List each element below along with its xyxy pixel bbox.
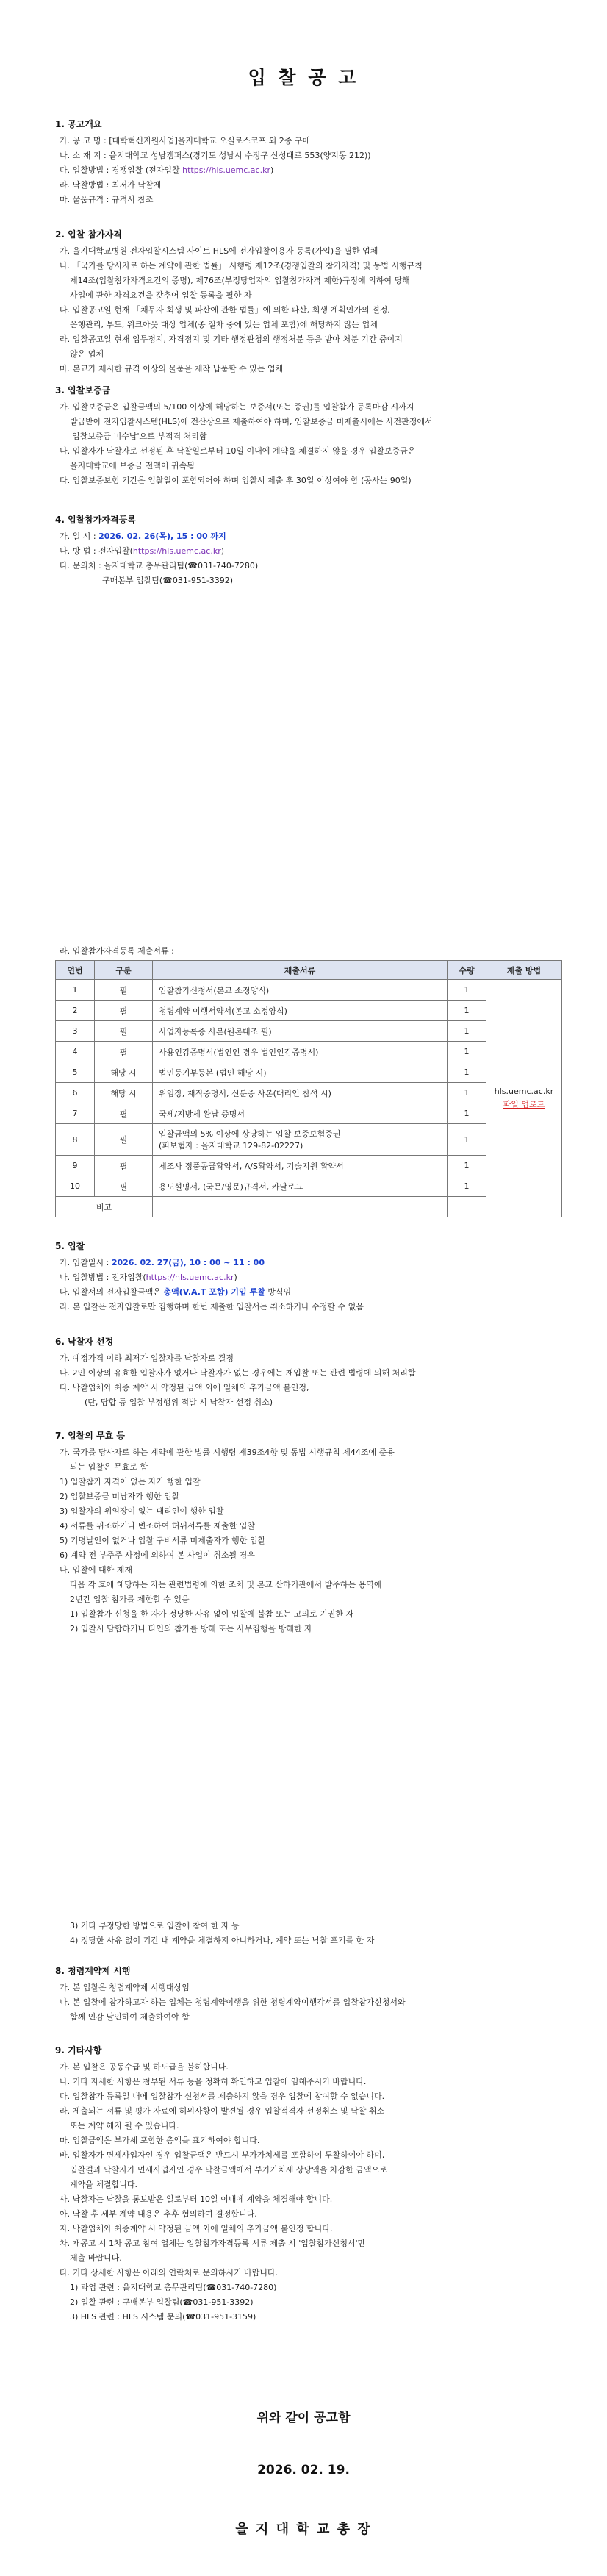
row-number: 7: [56, 1103, 95, 1124]
table-row: [56, 1103, 562, 1124]
remarks-label: 비고: [56, 1197, 153, 1217]
text-line: 계약을 체결합니다.: [70, 2180, 138, 2189]
row-type: 필: [95, 1176, 153, 1197]
section-misc: [55, 2044, 562, 2325]
row-quantity: 1: [448, 1021, 486, 1042]
col-header: 구분: [95, 961, 153, 980]
text-line: 제14조(입찰참가자격요건의 증명), 제76조(부정당업자의 입찰참가자격 제한)규정에 의하여 당해: [70, 276, 410, 285]
row-type: 해당 시: [95, 1062, 153, 1083]
bid-time: 2026. 02. 27(금), 10 : 00 ~ 11 : 00: [111, 1258, 265, 1267]
table-row: [56, 1021, 562, 1042]
row-number: 2: [56, 1001, 95, 1021]
table-row: [56, 980, 562, 1001]
text-line: 마. 물품규격 : 규격서 참조: [60, 195, 154, 204]
remarks-cell: [153, 1197, 448, 1217]
section-overview: [55, 118, 562, 207]
text-line: 입찰결과 낙찰자가 면세사업자인 경우 낙찰금액에서 부가가치세 상당액을 차감한 금액으로: [70, 2165, 387, 2175]
section-title: 9. 기타사항: [55, 2045, 102, 2056]
row-quantity: 1: [448, 1062, 486, 1083]
text-line: 4) 서류를 위조하거나 변조하여 허위서류를 제출한 입찰: [60, 1521, 256, 1531]
text-line: 2) 입찰보증금 미납자가 행한 입찰: [60, 1492, 180, 1501]
text-line: 나. 소 재 지 : 을지대학교 성남캠퍼스(경기도 성남시 수정구 산성대로 553(양지동 212)): [60, 151, 371, 160]
table-row: [56, 1176, 562, 1197]
row-document: 입찰참가신청서(본교 소정양식): [153, 980, 448, 1001]
row-quantity: 1: [448, 1042, 486, 1062]
section-title: 3. 입찰보증금: [55, 385, 111, 396]
text-line: 가. 을지대학교병원 전자입찰시스템 사이트 HLS에 전자입찰이용자 등록(가입)을 필한 업체: [60, 246, 378, 256]
table-remarks-row: [56, 1197, 562, 1217]
hls-link[interactable]: https://hls.uemc.ac.kr: [132, 546, 221, 556]
registration-deadline: 2026. 02. 26(목), 15 : 00 까지: [98, 532, 226, 541]
row-quantity: 1: [448, 1083, 486, 1103]
row-type: 필: [95, 1021, 153, 1042]
text-line: 않은 업체: [70, 349, 104, 359]
text-line: 가. 본 입찰은 청렴계약제 시행대상임: [60, 1983, 190, 1992]
text-line: 다. 입찰보증보험 기간은 입찰일이 포함되어야 하며 입찰서 제출 후 30일 이상여야 함 (공사는 90일): [60, 476, 412, 485]
table-row: [56, 1156, 562, 1176]
text-line: 자. 낙찰업체와 최종계약 시 약정된 금액 외에 일체의 추가금액 불인정 합니다.: [60, 2224, 333, 2233]
bid-time-line: [55, 1256, 562, 1270]
text-line: 5) 기명날인이 없거나 입찰 구비서류 미제출자가 행한 입찰: [60, 1536, 266, 1545]
row-quantity: 1: [448, 1124, 486, 1156]
text-span: ): [270, 165, 274, 175]
col-header: 제출서류: [153, 961, 448, 980]
text-line: 라. 입찰공고일 현재 업무정지, 자격정지 및 기타 행정관청의 행정처분 등을 받아 처분 기간 중이지: [60, 334, 403, 344]
row-number: 3: [56, 1021, 95, 1042]
section-qualification: [55, 228, 562, 376]
text-span: ): [220, 546, 225, 556]
text-line: 은행관리, 부도, 워크아웃 대상 업체(종 절차 중에 있는 업체 포함)에 해당하지 않는 업체: [70, 320, 378, 329]
row-quantity: 1: [448, 1156, 486, 1176]
text-line: 나. 본 입찰에 참가하고자 하는 업체는 청렴계약이행을 위한 청렴계약이행각서를 입찰참가신청서와: [60, 1997, 406, 2007]
section-title: 8. 청렴계약제 시행: [55, 1966, 131, 1976]
text-line: 1) 입찰참가 신청을 한 자가 정당한 사유 없이 입찰에 불참 또는 고의로 기권한 자: [70, 1609, 354, 1619]
text-line: 함께 인감 날인하여 제출하여야 함: [70, 2012, 190, 2022]
row-document-multiline: [153, 1124, 448, 1156]
row-quantity: 1: [448, 980, 486, 1001]
row-document: 국세/지방세 완납 증명서: [153, 1103, 448, 1124]
contact-line: 1) 과업 관련 : 을지대학교 총무관리팀(☎031-740-7280): [70, 2283, 277, 2292]
row-number: 8: [56, 1124, 95, 1156]
row-quantity: 1: [448, 1103, 486, 1124]
text-line: 타. 기타 상세한 사항은 아래의 연락처로 문의하시기 바랍니다.: [60, 2268, 279, 2278]
col-header: 제출 방법: [486, 961, 562, 980]
section-winner: [55, 1335, 562, 1410]
text-line: 사업에 관한 자격요건을 갖추어 입찰 등록을 필한 자: [70, 290, 252, 300]
text-span: ): [234, 1273, 237, 1282]
row-document: 용도설명서, (국문/영문)규격서, 카달로그: [153, 1176, 448, 1197]
text-span: 나. 방 법 : 전자입찰(: [60, 546, 133, 556]
text-line: 가. 본 입찰은 공동수급 및 하도급을 불허합니다.: [60, 2062, 229, 2072]
row-document: 입찰금액의 5% 이상에 상당하는 입찰 보증보험증권: [159, 1129, 341, 1139]
row-type: 필: [95, 1156, 153, 1176]
text-line: 발급받아 전자입찰시스템(HLS)에 전산상으로 제출하여야 하며, 입찰보증금 미제출시에는 사전판정에서: [70, 417, 433, 426]
notice-date: 2026. 02. 19.: [257, 2463, 350, 2477]
text-line: 라. 본 입찰은 전자입찰로만 집행하며 한번 제출한 입찰서는 취소하거나 수정할 수 없음: [60, 1302, 364, 1312]
text-line: 나. 2인 이상의 유효한 입찰자가 없거나 낙찰자가 없는 경우에는 재입찰 또는 관련 법령에 의해 처리함: [60, 1368, 416, 1378]
row-type: 필: [95, 1103, 153, 1124]
text-line: '입찰보증금 미수납'으로 부적격 처리함: [70, 432, 207, 441]
text-line: 가. 국가를 당사자로 하는 계약에 관한 법률 시행령 제39조4항 및 동법 시행규칙 제44조에 준용: [60, 1448, 395, 1457]
table-row: [56, 1001, 562, 1021]
text-line: 나. 입찰에 대한 제재: [60, 1565, 132, 1575]
table-header-row: [56, 961, 562, 980]
text-line: 2) 입찰시 담합하거나 타인의 참가를 방해 또는 사무집행을 방해한 자: [70, 1624, 312, 1634]
row-quantity: 1: [448, 1176, 486, 1197]
row-number: 6: [56, 1083, 95, 1103]
text-span: 가. 일 시 :: [60, 532, 99, 541]
row-document: 위임장, 재직증명서, 신분증 사본(대리인 참석 시): [153, 1083, 448, 1103]
row-document: 법인등기부등본 (법인 해당 시): [153, 1062, 448, 1083]
hls-link[interactable]: https://hls.uemc.ac.kr: [182, 165, 270, 175]
registration-method-line: [55, 544, 562, 559]
table-row: [56, 1083, 562, 1103]
text-line: 나. 입찰자가 낙찰자로 선정된 후 낙찰일로부터 10일 이내에 계약을 체결하지 않을 경우 입찰보증금은: [60, 446, 416, 456]
text-line: 라. 낙찰방법 : 최저가 낙찰제: [60, 180, 162, 190]
section-title: 2. 입찰 참가자격: [55, 229, 122, 240]
text-line: 을지대학교에 보증금 전액이 귀속됨: [70, 461, 195, 471]
issuer-signature: 을 지 대 학 교 총 장: [235, 2522, 372, 2537]
text-span: 나. 입찰방법 : 전자입찰(: [60, 1273, 146, 1282]
row-document: 제조사 정품공급확약서, A/S확약서, 기술지원 확약서: [153, 1156, 448, 1176]
text-line: 구매본부 입찰팀(☎031-951-3392): [102, 576, 234, 585]
price-basis: 총액(V.A.T 포함) 기입 투찰: [163, 1287, 265, 1297]
text-line: 아. 낙찰 후 세부 계약 내용은 추후 협의하여 결정합니다.: [60, 2209, 257, 2219]
section-title: 4. 입찰참가자격등록: [55, 515, 136, 525]
page-title: 입 찰 공 고: [248, 67, 359, 88]
bid-price-line: [55, 1285, 562, 1300]
text-line: 되는 입찰은 무효로 함: [70, 1462, 148, 1472]
row-document: 사용인감증명서(법인인 경우 법인인감증명서): [153, 1042, 448, 1062]
text-line: (단, 담합 등 입찰 부정행위 적발 시 낙찰자 선정 취소): [85, 1398, 273, 1407]
section-deposit: [55, 384, 562, 488]
text-line: 1) 입찰참가 자격이 없는 자가 행한 입찰: [60, 1477, 201, 1486]
text-line: 마. 입찰금액은 부가세 포함한 총액을 표기하여야 합니다.: [60, 2136, 260, 2145]
text-line: 제출 바랍니다.: [70, 2253, 122, 2263]
section-invalid: [55, 1429, 562, 1636]
section-integrity: [55, 1964, 562, 2025]
text-line: 4) 정당한 사유 없이 기간 내 계약을 체결하지 아니하거나, 계약 또는 낙찰 포기를 한 자: [70, 1936, 375, 1945]
text-line: 가. 입찰보증금은 입찰금액의 5/100 이상에 해당하는 보증서(또는 증권)를 입찰참가 등록마감 시까지: [60, 402, 414, 412]
section-title: 6. 낙찰자 선정: [55, 1337, 114, 1347]
registration-date-line: [55, 529, 562, 544]
file-upload-link[interactable]: 파일 업로드: [503, 1100, 545, 1109]
table-row: [56, 1124, 562, 1156]
row-number: 10: [56, 1176, 95, 1197]
text-line: 나. 「국가를 당사자로 하는 계약에 관한 법률」 시행령 제12조(경쟁입찰의 참가자격) 및 동법 시행규칙: [60, 261, 423, 271]
row-type: 필: [95, 1001, 153, 1021]
row-type: 필: [95, 1124, 153, 1156]
table-row: [56, 1042, 562, 1062]
row-type: 해당 시: [95, 1083, 153, 1103]
text-span: 방식임: [265, 1287, 292, 1297]
documents-table: [55, 960, 562, 1217]
text-line: 3) 입찰자의 위임장이 없는 대리인이 행한 입찰: [60, 1506, 224, 1516]
text-line: 다음 각 호에 해당하는 자는 관련법령에 의한 조치 및 본교 산하기관에서 발주하는 용역에: [70, 1580, 382, 1589]
text-line: 가. 예정가격 이하 최저가 입찰자를 낙찰자로 결정: [60, 1353, 234, 1363]
contact-line: 2) 입찰 관련 : 구매본부 입찰팀(☎031-951-3392): [70, 2297, 254, 2307]
row-type: 필: [95, 1042, 153, 1062]
row-document: 청렴계약 이행서약서(본교 소정양식): [153, 1001, 448, 1021]
section-title: 7. 입찰의 무효 등: [55, 1431, 125, 1441]
documents-table-block: [55, 944, 562, 1217]
row-number: 5: [56, 1062, 95, 1083]
table-caption: 라. 입찰참가자격등록 제출서류 :: [60, 946, 174, 956]
row-type: 필: [95, 980, 153, 1001]
closing-notice: 위와 같이 공고함: [256, 2411, 351, 2425]
method-site: hls.uemc.ac.kr: [494, 1087, 554, 1096]
text-line: 다. 입찰공고일 현재 「채무자 회생 및 파산에 관한 법률」에 의한 파산, 회생 계획인가의 결정,: [60, 305, 390, 315]
bid-method-line: [55, 1270, 562, 1285]
row-number: 9: [56, 1156, 95, 1176]
section-title: 1. 공고개요: [55, 119, 102, 129]
text-line: 차. 재공고 시 1차 공고 참여 업체는 입찰참가자격등록 서류 제출 시 '입찰참가신청서'만: [60, 2239, 366, 2248]
section-title: 5. 입찰: [55, 1241, 85, 1251]
section-bidding: [55, 1239, 562, 1314]
col-header: 수량: [448, 961, 486, 980]
text-line: 2년간 입찰 참가를 제한할 수 있음: [70, 1595, 190, 1604]
text-line: 마. 본교가 제시한 규격 이상의 물품을 제작 납품할 수 있는 업체: [60, 364, 284, 373]
text-line: 라. 제출되는 서류 및 평가 자료에 허위사항이 발견될 경우 입찰적격자 선정취소 및 낙찰 취소: [60, 2106, 385, 2116]
remarks-cell: [448, 1197, 486, 1217]
col-header: 연번: [56, 961, 95, 980]
row-number: 1: [56, 980, 95, 1001]
submission-method: [486, 980, 562, 1217]
text-span: 다. 입찰서의 전자입찰금액은: [60, 1287, 164, 1297]
section-registration: [55, 513, 562, 588]
text-line: 바. 입찰자가 면세사업자인 경우 입찰금액은 반드시 부가가치세를 포함하여 투찰하여야 하며,: [60, 2150, 385, 2160]
section-invalid-continued: [55, 1919, 562, 1948]
text-line: 또는 계약 해지 될 수 있습니다.: [70, 2121, 179, 2130]
bid-method-line: [55, 163, 562, 178]
row-number: 4: [56, 1042, 95, 1062]
text-line: 6) 계약 전 부주주 사정에 의하여 본 사업이 취소될 경우: [60, 1550, 255, 1560]
text-span: 다. 입찰방법 : 경쟁입찰 (전자입찰: [60, 165, 183, 175]
row-document: 사업자등록증 사본(원본대조 필): [153, 1021, 448, 1042]
text-line: 다. 낙찰업체와 최종 계약 시 약정된 금액 외에 일체의 추가금액 불인정,: [60, 1383, 309, 1392]
text-span: 가. 입찰일시 :: [60, 1258, 112, 1267]
text-line: 사. 낙찰자는 낙찰을 통보받은 일로부터 10일 이내에 계약을 체결해야 합니다.: [60, 2194, 333, 2204]
text-line: 다. 입찰참가 등록일 내에 입찰참가 신청서를 제출하지 않을 경우 입찰에 참여할 수 없습니다.: [60, 2092, 385, 2101]
hls-link[interactable]: https://hls.uemc.ac.kr: [146, 1273, 234, 1282]
text-line: 3) 기타 부정당한 방법으로 입찰에 참여 한 자 등: [70, 1921, 240, 1931]
row-document-note: (피보험자 : 을지대학교 129-82-02227): [159, 1141, 304, 1151]
table-row: [56, 1062, 562, 1083]
text-line: 다. 문의처 : 을지대학교 총무관리팀(☎031-740-7280): [60, 561, 259, 570]
text-line: 나. 기타 자세한 사항은 첨부된 서류 등을 정확히 확인하고 입찰에 임해주시기 바랍니다.: [60, 2077, 367, 2086]
contact-line: 3) HLS 관련 : HLS 시스템 문의(☎031-951-3159): [70, 2312, 256, 2322]
row-quantity: 1: [448, 1001, 486, 1021]
text-line: 가. 공 고 명 : [대학혁신지원사업]을지대학교 오실로스코프 외 2종 구매: [60, 136, 311, 146]
